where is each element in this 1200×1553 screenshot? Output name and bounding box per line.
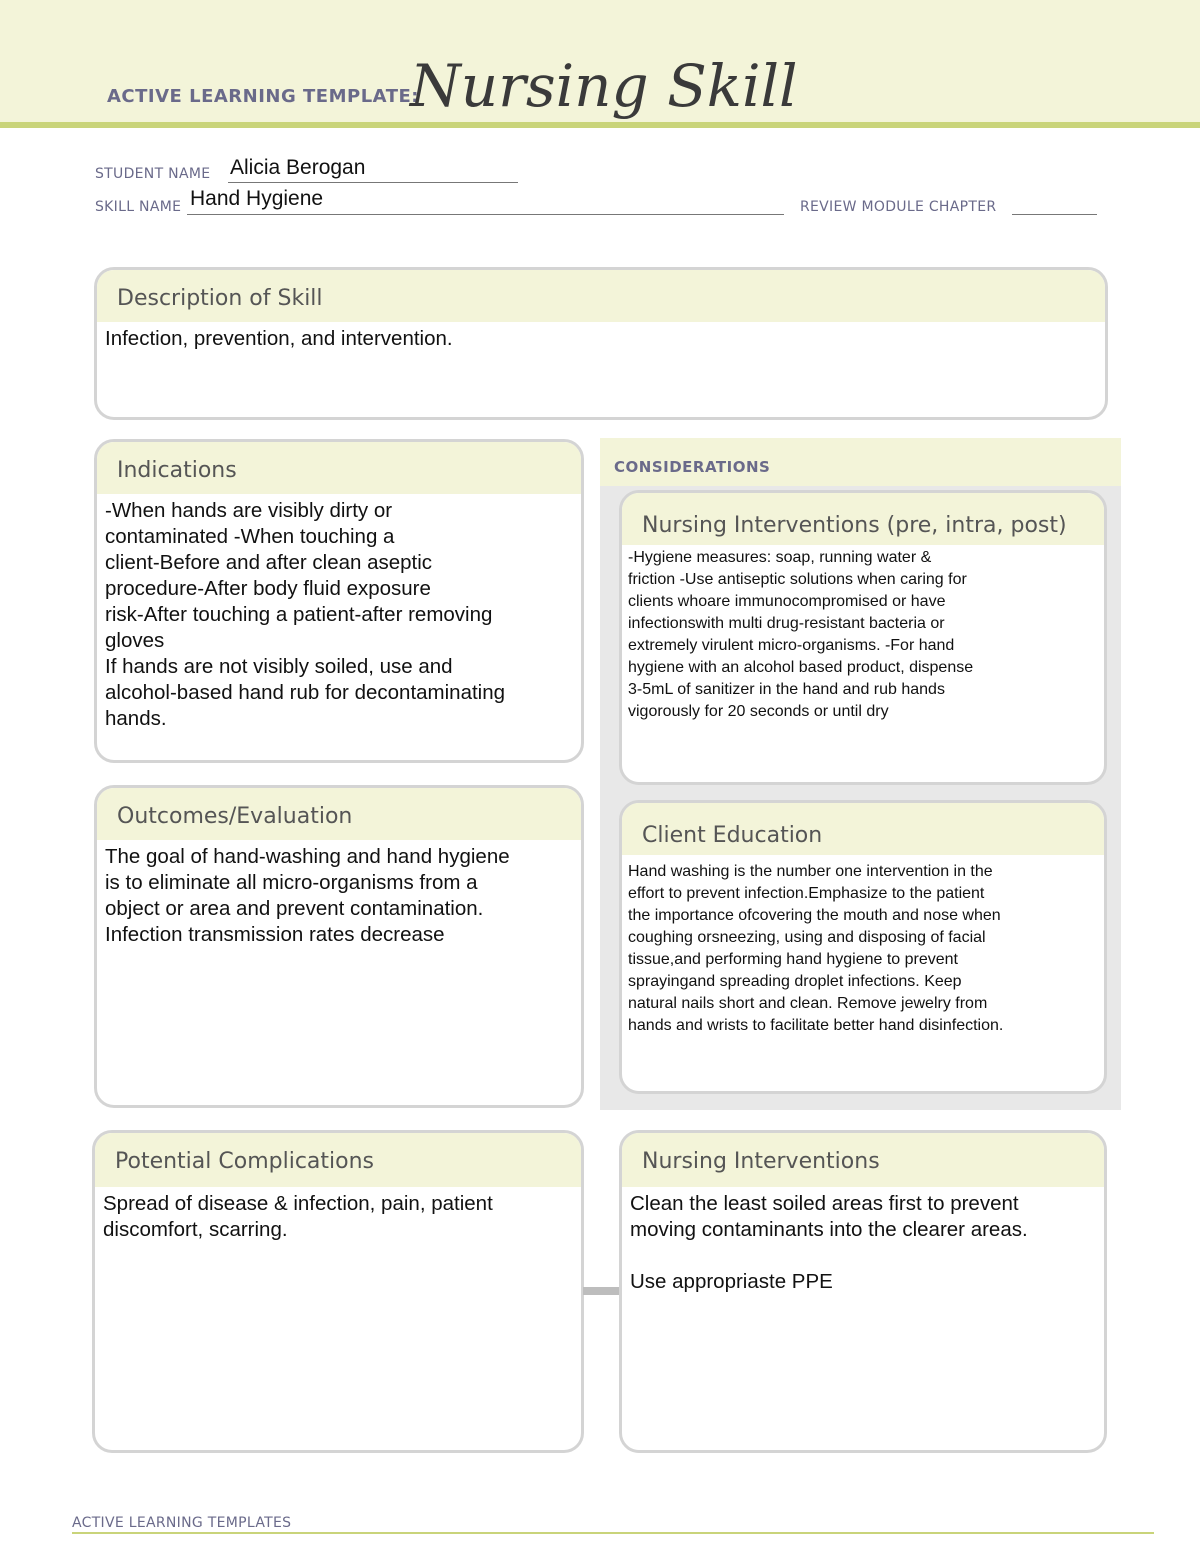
client-education-body[interactable]: Hand washing is the number one intervention in the effort to prevent infection.Emphasize to the patient the importance ofcovering the mouth and nose when coughing orsneezing, using and disposing of facial tissue,and performing hand hygiene to prevent sprayingand spreading droplet infections. Keep natural nails short and clean. Remove jewelry from hands and wrists to facilitate better hand disinfection. xyxy=(628,863,1004,1034)
potential-complications-body[interactable]: Spread of disease & infection, pain, patient discomfort, scarring. xyxy=(103,1192,493,1241)
description-body[interactable]: Infection, prevention, and intervention. xyxy=(105,327,453,350)
review-module-label: REVIEW MODULE CHAPTER xyxy=(800,199,997,215)
student-name-line xyxy=(228,182,518,183)
outcomes-body[interactable]: The goal of hand-washing and hand hygiene is to eliminate all micro-organisms from a object or area and prevent contamination. Infection transmission rates decrease xyxy=(105,845,510,946)
student-name-value[interactable]: Alicia Berogan xyxy=(230,156,366,179)
nursing-interventions-pip-box xyxy=(619,490,1107,785)
potential-complications-heading: Potential Complications xyxy=(95,1133,581,1187)
indications-body[interactable]: -When hands are visibly dirty or contaminated -When touching a client-Before and after clean aseptic procedure-After body fluid exposure risk-After touching a patient-after removing gloves If hands are not visibly soiled, use and alcohol-based hand rub for decontaminating hands. xyxy=(105,499,506,730)
indications-heading: Indications xyxy=(97,442,581,494)
nursing-interventions-pip-body[interactable]: -Hygiene measures: soap, running water & friction -Use antiseptic solutions when caring for clients whoare immunocompromised or have infectionswith multi drug-resistant bacteria or extremely virulent micro-organisms. -For hand hygiene with an alcohol based product, dispense 3-5mL of sanitizer in the hand and rub hands vigorously for 20 seconds or until dry xyxy=(628,549,974,720)
description-box xyxy=(94,267,1108,420)
review-module-line[interactable] xyxy=(1012,214,1097,215)
skill-name-label: SKILL NAME xyxy=(95,199,182,215)
skill-name-value[interactable]: Hand Hygiene xyxy=(190,187,324,210)
skill-name-line xyxy=(187,214,784,215)
outcomes-heading: Outcomes/Evaluation xyxy=(97,788,581,840)
nursing-interventions-heading: Nursing Interventions xyxy=(622,1133,1104,1187)
client-education-box xyxy=(619,800,1107,1094)
indications-box xyxy=(94,439,584,763)
potential-complications-box xyxy=(92,1130,584,1453)
description-heading: Description of Skill xyxy=(97,270,1105,322)
considerations-label: CONSIDERATIONS xyxy=(614,458,771,476)
footer-label: ACTIVE LEARNING TEMPLATES xyxy=(72,1515,292,1531)
nursing-interventions-box xyxy=(619,1130,1107,1453)
outcomes-box xyxy=(94,785,584,1108)
footer-rule xyxy=(72,1532,1154,1534)
nursing-interventions-body[interactable]: Clean the least soiled areas first to prevent moving contaminants into the clearer areas. Use appropriaste PPE xyxy=(630,1192,1028,1293)
client-education-heading: Client Education xyxy=(622,803,1104,855)
page-title: Nursing Skill xyxy=(410,52,798,120)
template-label: ACTIVE LEARNING TEMPLATE: xyxy=(107,86,419,107)
nursing-interventions-pip-heading: Nursing Interventions (pre, intra, post) xyxy=(622,493,1104,545)
connector-bar xyxy=(583,1287,619,1295)
student-name-label: STUDENT NAME xyxy=(95,166,211,182)
